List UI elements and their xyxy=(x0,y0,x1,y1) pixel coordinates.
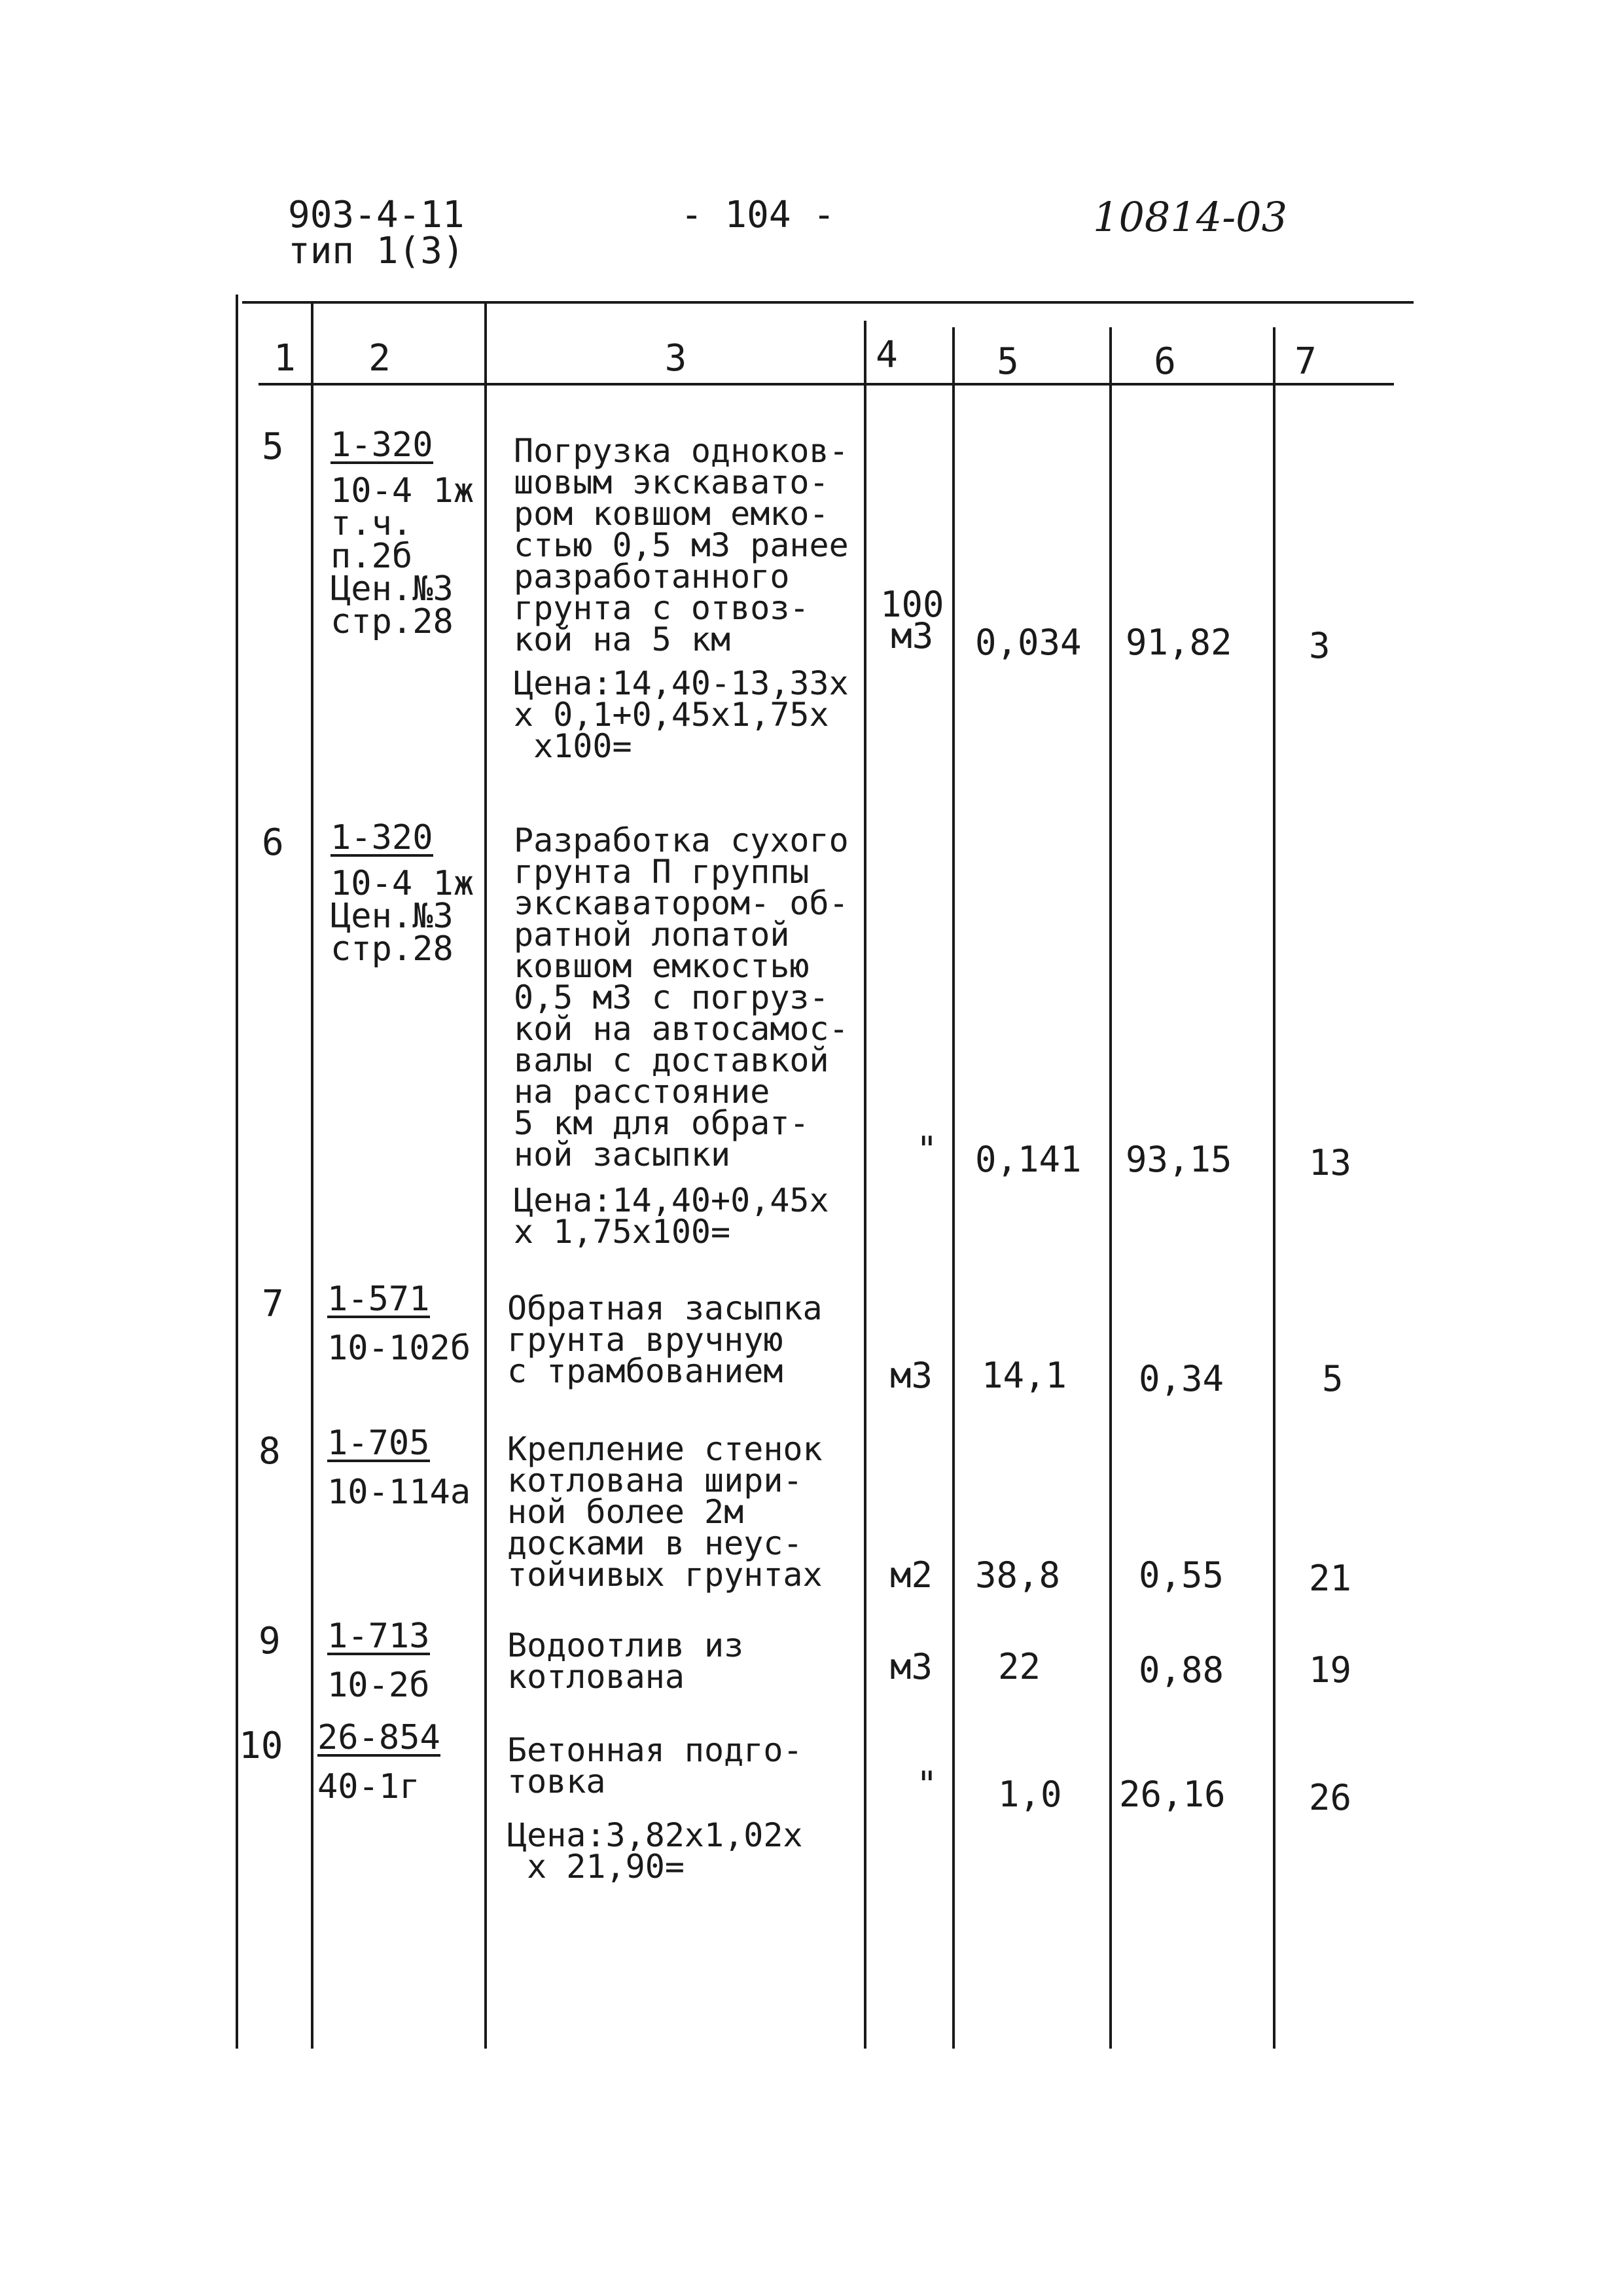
table-top-border xyxy=(242,301,1414,304)
total-cost: 21 xyxy=(1309,1558,1352,1599)
column-divider-5-6 xyxy=(1109,327,1112,2049)
total-cost: 13 xyxy=(1309,1142,1352,1183)
unit-cost: 0,34 xyxy=(1139,1358,1224,1399)
norm-code-rest: 10-114а xyxy=(327,1473,471,1512)
column-header-6: 6 xyxy=(1154,340,1176,383)
doc-code: 903-4-11 xyxy=(288,194,465,236)
row-number: 6 xyxy=(262,821,284,864)
row-number: 8 xyxy=(259,1430,281,1473)
total-cost: 19 xyxy=(1309,1649,1352,1691)
price-formula: Цена:14,40+0,45х х 1,75х100= xyxy=(514,1181,829,1251)
work-description: Крепление стенок котлована шири- ной более 2м досками в неус- тойчивых грунтах xyxy=(507,1430,823,1594)
quantity: 0,034 xyxy=(975,622,1082,663)
work-description: Водоотлив из котлована xyxy=(507,1626,744,1696)
column-header-3: 3 xyxy=(664,337,687,380)
quantity: 0,141 xyxy=(975,1139,1082,1180)
column-header-5: 5 xyxy=(997,340,1019,383)
column-divider-4-5 xyxy=(952,327,955,2049)
unit: " xyxy=(916,1764,938,1805)
total-cost: 5 xyxy=(1322,1358,1344,1399)
norm-code-top: 26-854 xyxy=(317,1718,440,1757)
column-header-2: 2 xyxy=(368,337,391,380)
row-number: 5 xyxy=(262,425,284,468)
quantity: 1,0 xyxy=(998,1774,1062,1815)
column-header-4: 4 xyxy=(876,334,898,376)
unit: 100 м3 xyxy=(880,584,944,656)
table-header-separator xyxy=(259,383,1394,386)
work-description: Обратная засыпка грунта вручную с трамбованием xyxy=(507,1289,823,1390)
column-divider-left xyxy=(236,295,238,2049)
norm-code-top: 1-713 xyxy=(327,1617,430,1656)
unit-cost: 0,55 xyxy=(1139,1554,1224,1596)
handwritten-reference: 10814-03 xyxy=(1093,193,1288,241)
unit: " xyxy=(916,1129,938,1170)
norm-code-rest: 10-4 1ж т.ч. п.2б Цен.№3 стр.28 xyxy=(330,471,474,641)
work-description: Разработка сухого грунта П группы экскаватором- об- ратной лопатой ковшом емкостью 0,5 м3 с погруз- кой на автосамос- валы с доставкой на расстояние 5 км для обрат- ной засыпки xyxy=(514,821,849,1174)
row-number: 7 xyxy=(262,1283,284,1325)
price-formula: Цена:14,40-13,33х х 0,1+0,45х1,75х х100= xyxy=(514,664,849,765)
price-formula: Цена:3,82х1,02х х 21,90= xyxy=(507,1816,803,1886)
quantity: 14,1 xyxy=(982,1355,1067,1396)
norm-code-rest: 10-102б xyxy=(327,1329,471,1368)
unit: м3 xyxy=(890,1646,933,1687)
column-divider-1-2 xyxy=(311,301,313,2049)
quantity: 22 xyxy=(998,1646,1041,1687)
total-cost: 26 xyxy=(1309,1777,1352,1818)
unit: м3 xyxy=(890,1355,933,1396)
doc-type: тип 1(3) xyxy=(288,230,465,272)
norm-code-top: 1-320 xyxy=(330,818,433,857)
unit-cost: 26,16 xyxy=(1119,1774,1226,1815)
column-divider-3-4 xyxy=(864,321,866,2049)
column-header-1: 1 xyxy=(274,337,296,380)
unit-cost: 93,15 xyxy=(1126,1139,1232,1180)
unit-cost: 91,82 xyxy=(1126,622,1232,663)
unit: м2 xyxy=(890,1554,933,1596)
unit-cost: 0,88 xyxy=(1139,1649,1224,1691)
row-number: 9 xyxy=(259,1620,281,1662)
total-cost: 3 xyxy=(1309,625,1330,666)
work-description: Погрузка одноков- шовым экскавато- ром ковшом емко- стью 0,5 м3 ранее разработанного грунта с отвоз- кой на 5 км xyxy=(514,432,849,658)
column-divider-6-7 xyxy=(1273,327,1275,2049)
norm-code-rest: 40-1г xyxy=(317,1767,420,1806)
column-divider-2-3 xyxy=(484,301,487,2049)
column-header-7: 7 xyxy=(1294,340,1317,383)
norm-code-top: 1-320 xyxy=(330,425,433,465)
work-description: Бетонная подго- товка xyxy=(507,1731,803,1801)
row-number: 10 xyxy=(239,1725,283,1767)
page-number: - 104 - xyxy=(681,194,836,236)
quantity: 38,8 xyxy=(975,1554,1061,1596)
norm-code-top: 1-571 xyxy=(327,1280,430,1319)
norm-code-rest: 10-2б xyxy=(327,1666,430,1705)
norm-code-rest: 10-4 1ж Цен.№3 стр.28 xyxy=(330,864,474,969)
norm-code-top: 1-705 xyxy=(327,1424,430,1463)
